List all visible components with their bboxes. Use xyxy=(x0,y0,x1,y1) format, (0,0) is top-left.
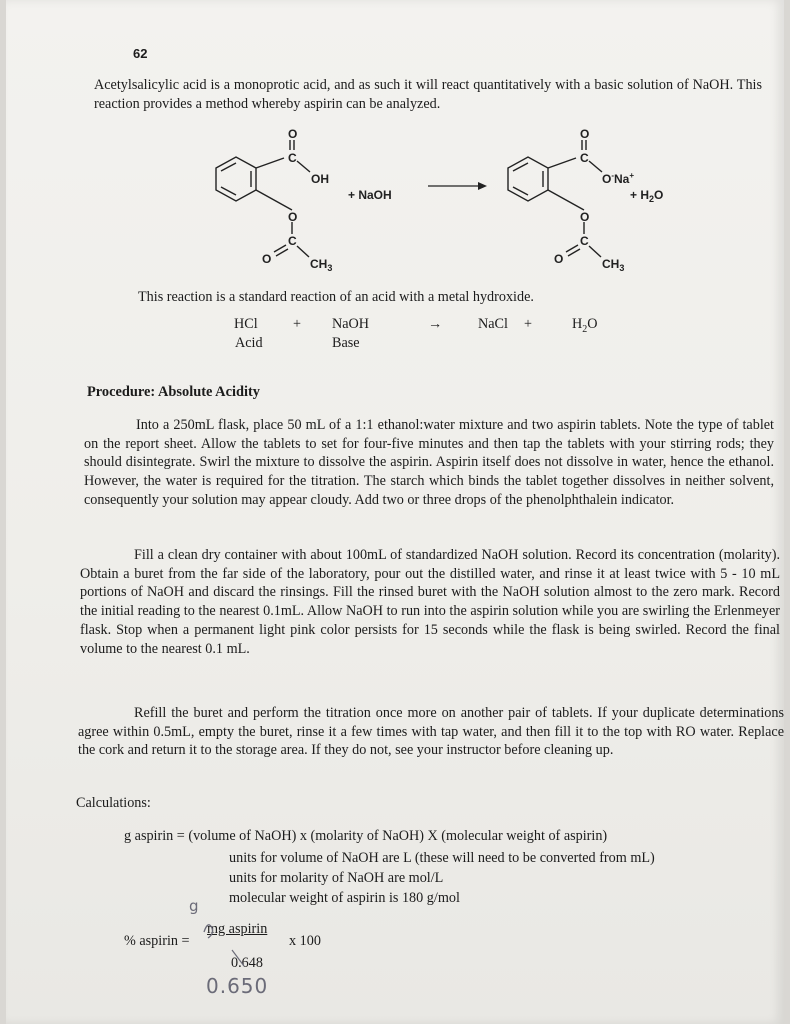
eq-acid-label: Acid xyxy=(235,335,263,351)
bond-carbonyl-ona xyxy=(589,161,602,172)
atom-c-ester-right: C xyxy=(580,234,589,248)
eq-base-label: Base xyxy=(332,335,360,351)
bond-ring-carbonyl xyxy=(256,158,284,168)
atom-o-top-right: O xyxy=(580,127,590,141)
atom-o-ester-double: O xyxy=(262,252,272,266)
handwritten-g: g xyxy=(189,897,199,915)
procedure-paragraph-2: Fill a clean dry container with about 100mL of standardized NaOH solution. Record its concentration (molarity). Obtain a buret from the far side of the laboratory, pour out the distilled water, and rinse it at least twice with 5 - 10 mL portions of NaOH and discard the rinsings. Fill the rinsed buret with the NaOH solution almost to the zero mark. Record the initial reading to the nearest 0.1mL. Allow NaOH to run into the aspirin solution while you are swirling the Erlenmeyer flask. Stop when a permanent light pink color persists for 15 seconds while the flask is being swirled. Record the final volume to the nearest 0.1 mL. xyxy=(80,547,780,657)
calculations-heading: Calculations: xyxy=(76,795,151,811)
bond-ring-ester-o xyxy=(548,190,584,210)
molecular-weight-note: molecular weight of aspirin is 180 g/mol xyxy=(229,890,460,906)
atom-o-top: O xyxy=(288,127,298,141)
aspirin-naoh-reaction-scheme xyxy=(196,120,666,280)
atom-o-ester-double-right: O xyxy=(554,252,564,266)
atom-c-ester: C xyxy=(288,234,297,248)
group-ch3-right: $CH_3$ xyxy=(602,257,625,273)
eq-h2o: $H_2O$ xyxy=(572,316,598,335)
units-note-molarity: units for molarity of NaOH are mol/L xyxy=(229,870,444,886)
group-ch3: $CH_3$ xyxy=(310,257,333,273)
bond-ring-carbonyl xyxy=(548,158,576,168)
handwritten-correction-marks xyxy=(192,898,252,968)
units-note-volume: units for volume of NaOH are L (these will need to be converted from mL) xyxy=(229,850,655,866)
atom-o-ester-right: O xyxy=(580,210,590,224)
eq-nacl: NaCl xyxy=(478,316,508,332)
reaction-arrow-head xyxy=(478,182,487,190)
handwritten-strike-denominator xyxy=(232,950,244,966)
procedure-paragraph-1: Into a 250mL flask, place 50 mL of a 1:1 ethanol:water mixture and two aspirin tablets. Note the type of tablet on the report sheet. Allow the tablets to set for four-five minutes and then tap the tablets with your stirring rods; they should disintegrate. Swirl the mixture to dissolve the aspirin. Aspirin itself does not dissolve in water, hence the ethanol. However, the water is required for the titration. The starch which binds the tablet together dissolves in neither solvent, consequently your solution may appear cloudy. Add two or three drops of the phenolphthalein indicator. xyxy=(84,417,774,508)
bond-carbonyl-oh xyxy=(297,161,310,172)
reactant-naoh: + NaOH xyxy=(348,188,392,202)
eq-naoh: NaOH xyxy=(332,316,370,332)
bond-ring-ester-o xyxy=(256,190,292,210)
product-water: + $H_2O$ xyxy=(630,188,664,204)
intro-paragraph: Acetylsalicylic acid is a monoprotic acid, and as such it will react quantitatively with a basic solution of NaOH. This reaction provides a method whereby aspirin can be analyzed. xyxy=(94,77,762,112)
standard-reaction-sentence: This reaction is a standard reaction of an acid with a metal hydroxide. xyxy=(138,289,534,305)
fraction-denominator: 0.648 xyxy=(231,955,263,971)
handwritten-corrected-denominator: 0.650 xyxy=(206,974,269,998)
fraction-numerator: mg aspirin xyxy=(207,921,268,937)
handwritten-strike-mg xyxy=(204,925,213,938)
eq-hcl: HCl xyxy=(234,316,258,332)
group-ona: O-Na+ xyxy=(602,171,635,186)
page-number: 62 xyxy=(133,46,148,61)
aspirin-mass-formula: g aspirin = (volume of NaOH) x (molarity of NaOH) X (molecular weight of aspirin) xyxy=(124,828,608,844)
procedure-paragraph-3: Refill the buret and perform the titration once more on another pair of tablets. If your duplicate determinations agree within 0.5mL, empty the buret, rinse it a few times with tap water, and then fill it to the top with RO water. Replace the cork and return it to the storage area. If they do not, see your instructor before cleaning up. xyxy=(78,705,784,759)
times-100: x 100 xyxy=(289,933,321,949)
procedure-heading: Procedure: Absolute Acidity xyxy=(87,384,260,400)
bond-ester-ch3 xyxy=(589,246,601,257)
atom-c-carbonyl-right: C xyxy=(580,151,589,165)
percent-aspirin-label: % aspirin = xyxy=(124,933,190,949)
document-page xyxy=(6,0,784,1024)
eq-plus-2: + xyxy=(524,316,533,332)
atom-o-ester: O xyxy=(288,210,298,224)
eq-plus-1: + xyxy=(293,316,302,332)
group-oh: OH xyxy=(311,172,329,186)
bond-ester-ch3 xyxy=(297,246,309,257)
atom-c-carbonyl: C xyxy=(288,151,297,165)
eq-arrow: → xyxy=(428,316,443,332)
